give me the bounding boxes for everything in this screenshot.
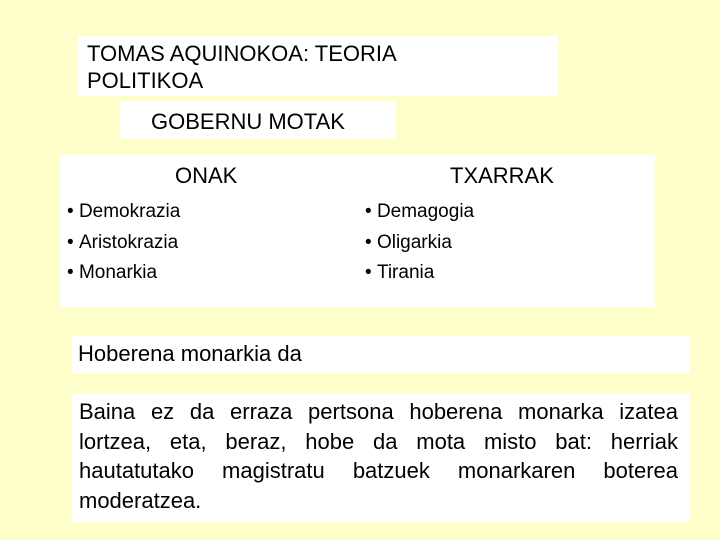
list-item: • Demagogia xyxy=(365,197,474,228)
subtitle: GOBERNU MOTAK xyxy=(151,109,345,134)
note-line: moderatzea. xyxy=(79,487,202,513)
list-item: • Tirania xyxy=(365,258,474,289)
note-line: hautatutako magistratu batzuek monarkaren boterea xyxy=(79,458,678,483)
subtitle-box xyxy=(120,101,396,139)
list-item: • Oligarkia xyxy=(365,228,474,259)
bad-column-heading: TXARRAK xyxy=(450,163,554,188)
good-list xyxy=(67,197,180,289)
government-types-panel xyxy=(60,155,655,307)
title-box xyxy=(78,36,558,96)
best-statement-box xyxy=(72,336,690,373)
note-box xyxy=(72,394,690,522)
title-line-1: TOMAS AQUINOKOA: TEORIA xyxy=(87,41,397,66)
note-line: lortzea, eta, beraz, hobe da mota misto bat: herriak xyxy=(79,428,678,454)
list-item: • Demokrazia xyxy=(67,197,180,228)
list-item: • Monarkia xyxy=(67,258,180,289)
note-line: Baina ez da erraza pertsona hoberena monarka izatea xyxy=(79,399,678,424)
best-statement: Hoberena monarkia da xyxy=(78,341,302,366)
bad-list xyxy=(365,197,474,289)
title-line-2: POLITIKOA xyxy=(87,68,204,93)
good-column-heading: ONAK xyxy=(175,163,238,188)
list-item: • Aristokrazia xyxy=(67,228,180,259)
